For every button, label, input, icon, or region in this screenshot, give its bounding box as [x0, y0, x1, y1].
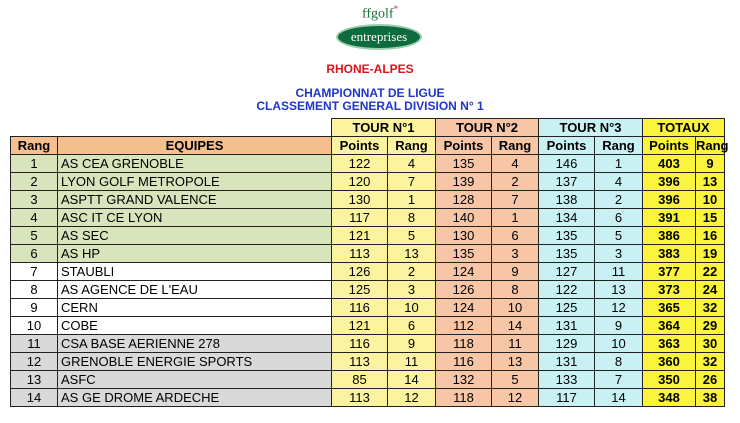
tour2-rang-cell: 2: [492, 173, 539, 191]
rank-cell: 9: [11, 299, 58, 317]
team-name-cell: AS AGENCE DE L'EAU: [58, 281, 332, 299]
team-name-cell: GRENOBLE ENERGIE SPORTS: [58, 353, 332, 371]
logo-brand: ffgolf*: [361, 4, 399, 22]
tour2-points-cell: 135: [436, 245, 492, 263]
tour3-points-cell: 146: [539, 155, 595, 173]
tour1-rang-cell: 9: [388, 335, 436, 353]
total-rang-cell: 9: [696, 155, 725, 173]
tour2-points-cell: 140: [436, 209, 492, 227]
team-name-cell: ASFC: [58, 371, 332, 389]
rank-cell: 10: [11, 317, 58, 335]
tour3-rang-cell: 11: [595, 263, 643, 281]
total-points-cell: 383: [643, 245, 696, 263]
rank-cell: 7: [11, 263, 58, 281]
total-points-cell: 396: [643, 173, 696, 191]
tour3-points-cell: 127: [539, 263, 595, 281]
tour3-rang-cell: 10: [595, 335, 643, 353]
ranking-table: [10, 118, 729, 407]
tour3-rang-cell: 7: [595, 371, 643, 389]
tour2-rang-cell: 1: [492, 209, 539, 227]
total-rang-cell: 38: [696, 389, 725, 407]
tour2-header: TOUR N°2: [436, 119, 539, 137]
table-row: [11, 191, 725, 209]
tour1-points-cell: 117: [332, 209, 388, 227]
table-row: [11, 281, 725, 299]
tour1-points-cell: 113: [332, 353, 388, 371]
tour1-points-header: Points: [332, 137, 388, 155]
table-row: [11, 317, 725, 335]
total-points-cell: 373: [643, 281, 696, 299]
tour3-header: TOUR N°3: [539, 119, 643, 137]
team-name-cell: ASC IT CE LYON: [58, 209, 332, 227]
team-name-cell: CSA BASE AERIENNE 278: [58, 335, 332, 353]
tour3-rang-header: Rang: [595, 137, 643, 155]
tour2-points-cell: 112: [436, 317, 492, 335]
tour1-rang-cell: 13: [388, 245, 436, 263]
total-rang-cell: 10: [696, 191, 725, 209]
ffgolf-entreprises-logo: [334, 4, 426, 56]
tour3-points-cell: 131: [539, 317, 595, 335]
total-points-cell: 350: [643, 371, 696, 389]
tour3-points-cell: 137: [539, 173, 595, 191]
tour1-points-cell: 125: [332, 281, 388, 299]
tour2-rang-cell: 6: [492, 227, 539, 245]
tour2-rang-cell: 8: [492, 281, 539, 299]
tour3-rang-cell: 1: [595, 155, 643, 173]
tour1-rang-header: Rang: [388, 137, 436, 155]
tour2-rang-cell: 4: [492, 155, 539, 173]
team-name-cell: AS CEA GRENOBLE: [58, 155, 332, 173]
tour2-rang-cell: 9: [492, 263, 539, 281]
tour3-rang-cell: 4: [595, 173, 643, 191]
tour1-points-cell: 121: [332, 227, 388, 245]
region-title: RHONE-ALPES: [326, 62, 414, 76]
total-points-cell: 377: [643, 263, 696, 281]
tour2-points-cell: 135: [436, 155, 492, 173]
total-points-cell: 403: [643, 155, 696, 173]
total-points-cell: 391: [643, 209, 696, 227]
tour3-points-header: Points: [539, 137, 595, 155]
total-rang-cell: 19: [696, 245, 725, 263]
tour3-points-cell: 134: [539, 209, 595, 227]
tour1-points-cell: 130: [332, 191, 388, 209]
team-name-cell: CERN: [58, 299, 332, 317]
team-name-cell: AS HP: [58, 245, 332, 263]
tour1-header: TOUR N°1: [332, 119, 436, 137]
tour1-rang-cell: 5: [388, 227, 436, 245]
rank-cell: 13: [11, 371, 58, 389]
tour2-points-cell: 116: [436, 353, 492, 371]
rank-cell: 12: [11, 353, 58, 371]
tour1-points-cell: 85: [332, 371, 388, 389]
tour1-rang-cell: 8: [388, 209, 436, 227]
total-points-cell: 364: [643, 317, 696, 335]
table-row: [11, 245, 725, 263]
total-rang-cell: 15: [696, 209, 725, 227]
tour1-points-cell: 121: [332, 317, 388, 335]
tour1-rang-cell: 6: [388, 317, 436, 335]
tour2-rang-cell: 5: [492, 371, 539, 389]
tour1-rang-cell: 1: [388, 191, 436, 209]
total-rang-cell: 22: [696, 263, 725, 281]
tour3-rang-cell: 13: [595, 281, 643, 299]
team-name-cell: COBE: [58, 317, 332, 335]
tour2-rang-cell: 3: [492, 245, 539, 263]
table-row: [11, 371, 725, 389]
tour2-rang-header: Rang: [492, 137, 539, 155]
tour2-rang-cell: 14: [492, 317, 539, 335]
total-rang-cell: 30: [696, 335, 725, 353]
table-row: [11, 389, 725, 407]
tour2-points-cell: 118: [436, 335, 492, 353]
tour1-rang-cell: 3: [388, 281, 436, 299]
tour3-rang-cell: 14: [595, 389, 643, 407]
table-row: [11, 353, 725, 371]
team-name-cell: STAUBLI: [58, 263, 332, 281]
team-name-cell: AS GE DROME ARDECHE: [58, 389, 332, 407]
equipes-header: EQUIPES: [58, 137, 332, 155]
tour3-rang-cell: 6: [595, 209, 643, 227]
tour2-points-header: Points: [436, 137, 492, 155]
tour3-rang-cell: 12: [595, 299, 643, 317]
rank-cell: 11: [11, 335, 58, 353]
tour1-rang-cell: 12: [388, 389, 436, 407]
total-points-cell: 396: [643, 191, 696, 209]
tour1-points-cell: 120: [332, 173, 388, 191]
tour1-rang-cell: 7: [388, 173, 436, 191]
tour3-rang-cell: 8: [595, 353, 643, 371]
total-rang-cell: 32: [696, 353, 725, 371]
total-rang-cell: 29: [696, 317, 725, 335]
table-row: [11, 155, 725, 173]
tour1-points-cell: 122: [332, 155, 388, 173]
tour1-points-cell: 126: [332, 263, 388, 281]
column-header-row: [11, 137, 725, 155]
total-rang-cell: 32: [696, 299, 725, 317]
total-points-header: Points: [643, 137, 696, 155]
tour2-rang-cell: 7: [492, 191, 539, 209]
tour3-points-cell: 133: [539, 371, 595, 389]
table-row: [11, 335, 725, 353]
tour2-rang-cell: 12: [492, 389, 539, 407]
tour1-points-cell: 116: [332, 299, 388, 317]
tour1-rang-cell: 14: [388, 371, 436, 389]
tour3-points-cell: 129: [539, 335, 595, 353]
rank-cell: 1: [11, 155, 58, 173]
tour1-points-cell: 116: [332, 335, 388, 353]
tour-header-row: [11, 119, 725, 137]
total-points-cell: 365: [643, 299, 696, 317]
total-rang-cell: 26: [696, 371, 725, 389]
tour3-points-cell: 135: [539, 245, 595, 263]
tour3-rang-cell: 9: [595, 317, 643, 335]
tour2-points-cell: 130: [436, 227, 492, 245]
tour3-points-cell: 135: [539, 227, 595, 245]
team-name-cell: AS SEC: [58, 227, 332, 245]
total-points-cell: 363: [643, 335, 696, 353]
tour3-points-cell: 117: [539, 389, 595, 407]
rank-cell: 14: [11, 389, 58, 407]
total-rang-cell: 16: [696, 227, 725, 245]
ranking-title: CLASSEMENT GENERAL DIVISION N° 1: [256, 99, 484, 113]
tour2-points-cell: 139: [436, 173, 492, 191]
team-name-cell: ASPTT GRAND VALENCE: [58, 191, 332, 209]
rank-cell: 2: [11, 173, 58, 191]
tour2-points-cell: 124: [436, 299, 492, 317]
total-points-cell: 386: [643, 227, 696, 245]
championship-title: CHAMPIONNAT DE LIGUE: [295, 86, 445, 100]
tour2-points-cell: 132: [436, 371, 492, 389]
tour3-points-cell: 131: [539, 353, 595, 371]
tour3-rang-cell: 2: [595, 191, 643, 209]
totaux-header: TOTAUX: [643, 119, 725, 137]
tour2-points-cell: 124: [436, 263, 492, 281]
rank-cell: 8: [11, 281, 58, 299]
rank-cell: 4: [11, 209, 58, 227]
table-row: [11, 263, 725, 281]
logo-oval: entreprises: [336, 24, 422, 50]
tour3-points-cell: 125: [539, 299, 595, 317]
table-row: [11, 173, 725, 191]
tour1-rang-cell: 10: [388, 299, 436, 317]
total-rang-header: Rang: [696, 138, 729, 153]
table-row: [11, 209, 725, 227]
tour1-points-cell: 113: [332, 389, 388, 407]
tour1-rang-cell: 4: [388, 155, 436, 173]
tour2-points-cell: 118: [436, 389, 492, 407]
total-points-cell: 348: [643, 389, 696, 407]
rank-cell: 6: [11, 245, 58, 263]
table-row: [11, 299, 725, 317]
total-points-cell: 360: [643, 353, 696, 371]
rang-header: Rang: [11, 137, 58, 155]
table-row: [11, 227, 725, 245]
tour2-points-cell: 126: [436, 281, 492, 299]
rank-cell: 5: [11, 227, 58, 245]
rank-cell: 3: [11, 191, 58, 209]
tour3-points-cell: 138: [539, 191, 595, 209]
tour1-rang-cell: 2: [388, 263, 436, 281]
total-rang-cell: 24: [696, 281, 725, 299]
tour2-points-cell: 128: [436, 191, 492, 209]
tour1-points-cell: 113: [332, 245, 388, 263]
total-rang-cell: 13: [696, 173, 725, 191]
tour2-rang-cell: 10: [492, 299, 539, 317]
tour3-rang-cell: 3: [595, 245, 643, 263]
tour1-rang-cell: 11: [388, 353, 436, 371]
tour3-rang-cell: 5: [595, 227, 643, 245]
tour3-points-cell: 122: [539, 281, 595, 299]
tour2-rang-cell: 13: [492, 353, 539, 371]
tour2-rang-cell: 11: [492, 335, 539, 353]
team-name-cell: LYON GOLF METROPOLE: [58, 173, 332, 191]
